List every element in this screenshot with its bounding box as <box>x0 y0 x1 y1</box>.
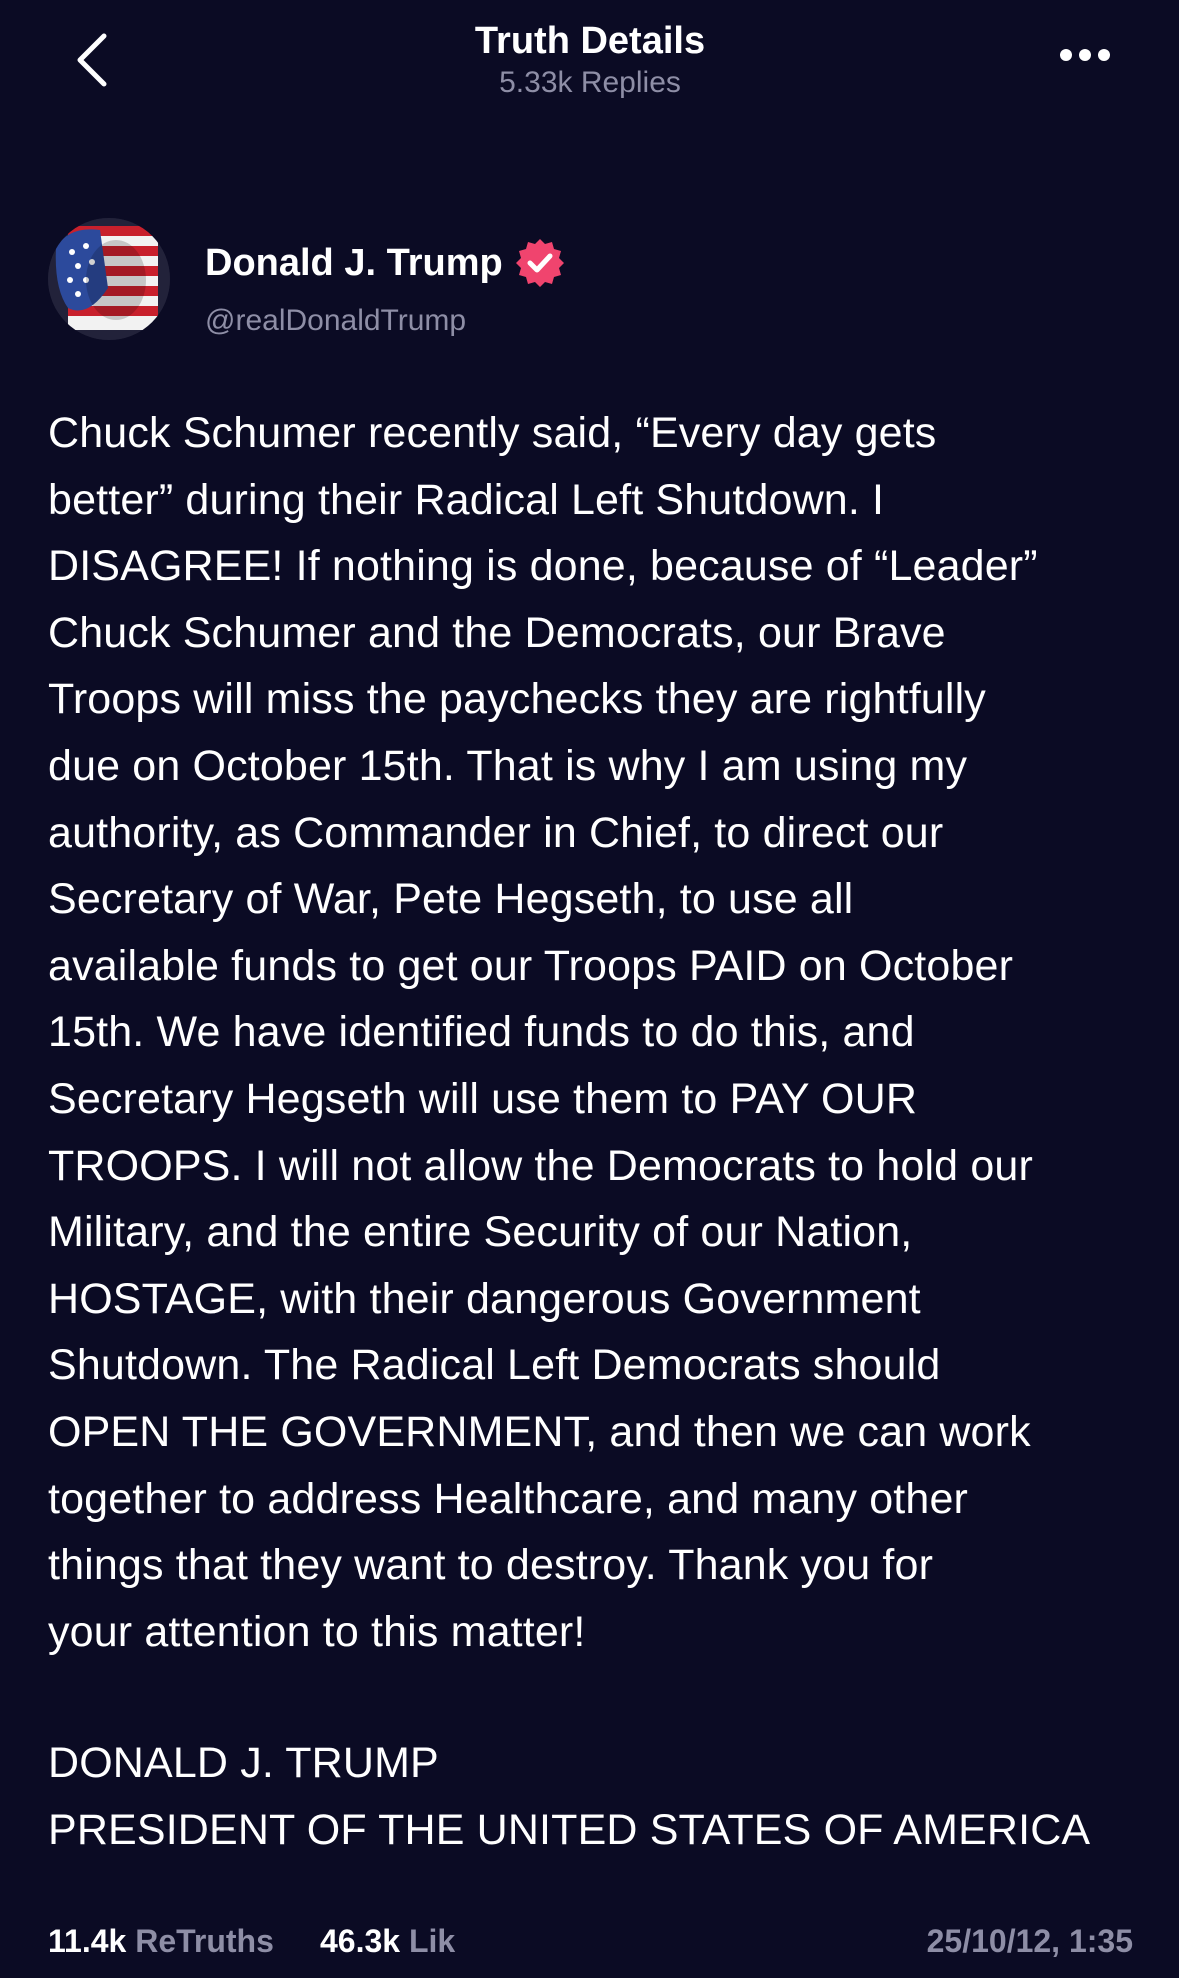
more-options-button[interactable] <box>1050 30 1120 80</box>
post-line: Troops will miss the paychecks they are rightfully <box>48 675 986 724</box>
post-line: 15th. We have identified funds to do this, and <box>48 1008 915 1057</box>
post-line: Chuck Schumer recently said, “Every day gets <box>48 409 937 457</box>
post-line: Secretary Hegseth will use them to PAY OUR <box>48 1074 918 1123</box>
post-author <box>48 218 1138 344</box>
retruths-label: ReTruths <box>135 1923 274 1959</box>
post-line: Chuck Schumer and the Democrats, our Brave <box>48 608 946 657</box>
post-line: available funds to get our Troops PAID on October <box>48 941 1014 990</box>
author-name[interactable]: Donald J. Trump <box>205 242 503 284</box>
post-text <box>48 400 1138 1864</box>
post-line: Military, and the entire Security of our Nation, <box>48 1208 913 1257</box>
post-line: DISAGREE! If nothing is done, because of “Leader” <box>48 542 1038 591</box>
top-bar <box>0 0 1179 130</box>
flag-portrait-avatar <box>48 218 170 340</box>
avatar[interactable] <box>48 218 170 340</box>
likes-count: 46.3k <box>320 1923 401 1959</box>
post-line: things that they want to destroy. Thank you for <box>48 1541 934 1590</box>
header-titles <box>340 18 840 102</box>
post-line: Shutdown. The Radical Left Democrats should <box>48 1341 941 1390</box>
post-line: authority, as Commander in Chief, to direct our <box>48 808 944 857</box>
post-stats <box>48 1918 1133 1964</box>
post-line: better” during their Radical Left Shutdown. I <box>48 475 885 524</box>
post-line: TROOPS. I will not allow the Democrats to hold our <box>48 1141 1033 1190</box>
more-horizontal-icon <box>1059 48 1111 62</box>
retruths-count: 11.4k <box>48 1923 127 1959</box>
post-line: HOSTAGE, with their dangerous Government <box>48 1274 921 1323</box>
likes-label: Lik <box>408 1923 456 1959</box>
signature-name: DONALD J. TRUMP <box>48 1739 439 1788</box>
post-line: Secretary of War, Pete Hegseth, to use all <box>48 875 854 924</box>
retruths-stat[interactable] <box>48 1918 274 1964</box>
signature-title: PRESIDENT OF THE UNITED STATES OF AMERICA <box>48 1806 1091 1855</box>
verified-badge-icon <box>515 238 565 288</box>
post-line: together to address Healthcare, and many other <box>48 1474 968 1523</box>
post-line: your attention to this matter! <box>48 1607 586 1656</box>
back-button[interactable] <box>52 20 132 100</box>
page-title: Truth Details <box>474 20 706 62</box>
likes-stat[interactable] <box>320 1918 455 1964</box>
chevron-left-icon <box>72 30 112 90</box>
post-line: due on October 15th. That is why I am using my <box>48 741 968 790</box>
author-name-row <box>205 238 565 288</box>
post-timestamp: 25/10/12, 1:35 <box>926 1923 1133 1959</box>
reply-count: 5.33k Replies <box>499 66 681 99</box>
paragraph-gap <box>48 1665 1138 1730</box>
author-handle[interactable]: @realDonaldTrump <box>205 304 467 337</box>
post-line: OPEN THE GOVERNMENT, and then we can work <box>48 1407 1031 1456</box>
